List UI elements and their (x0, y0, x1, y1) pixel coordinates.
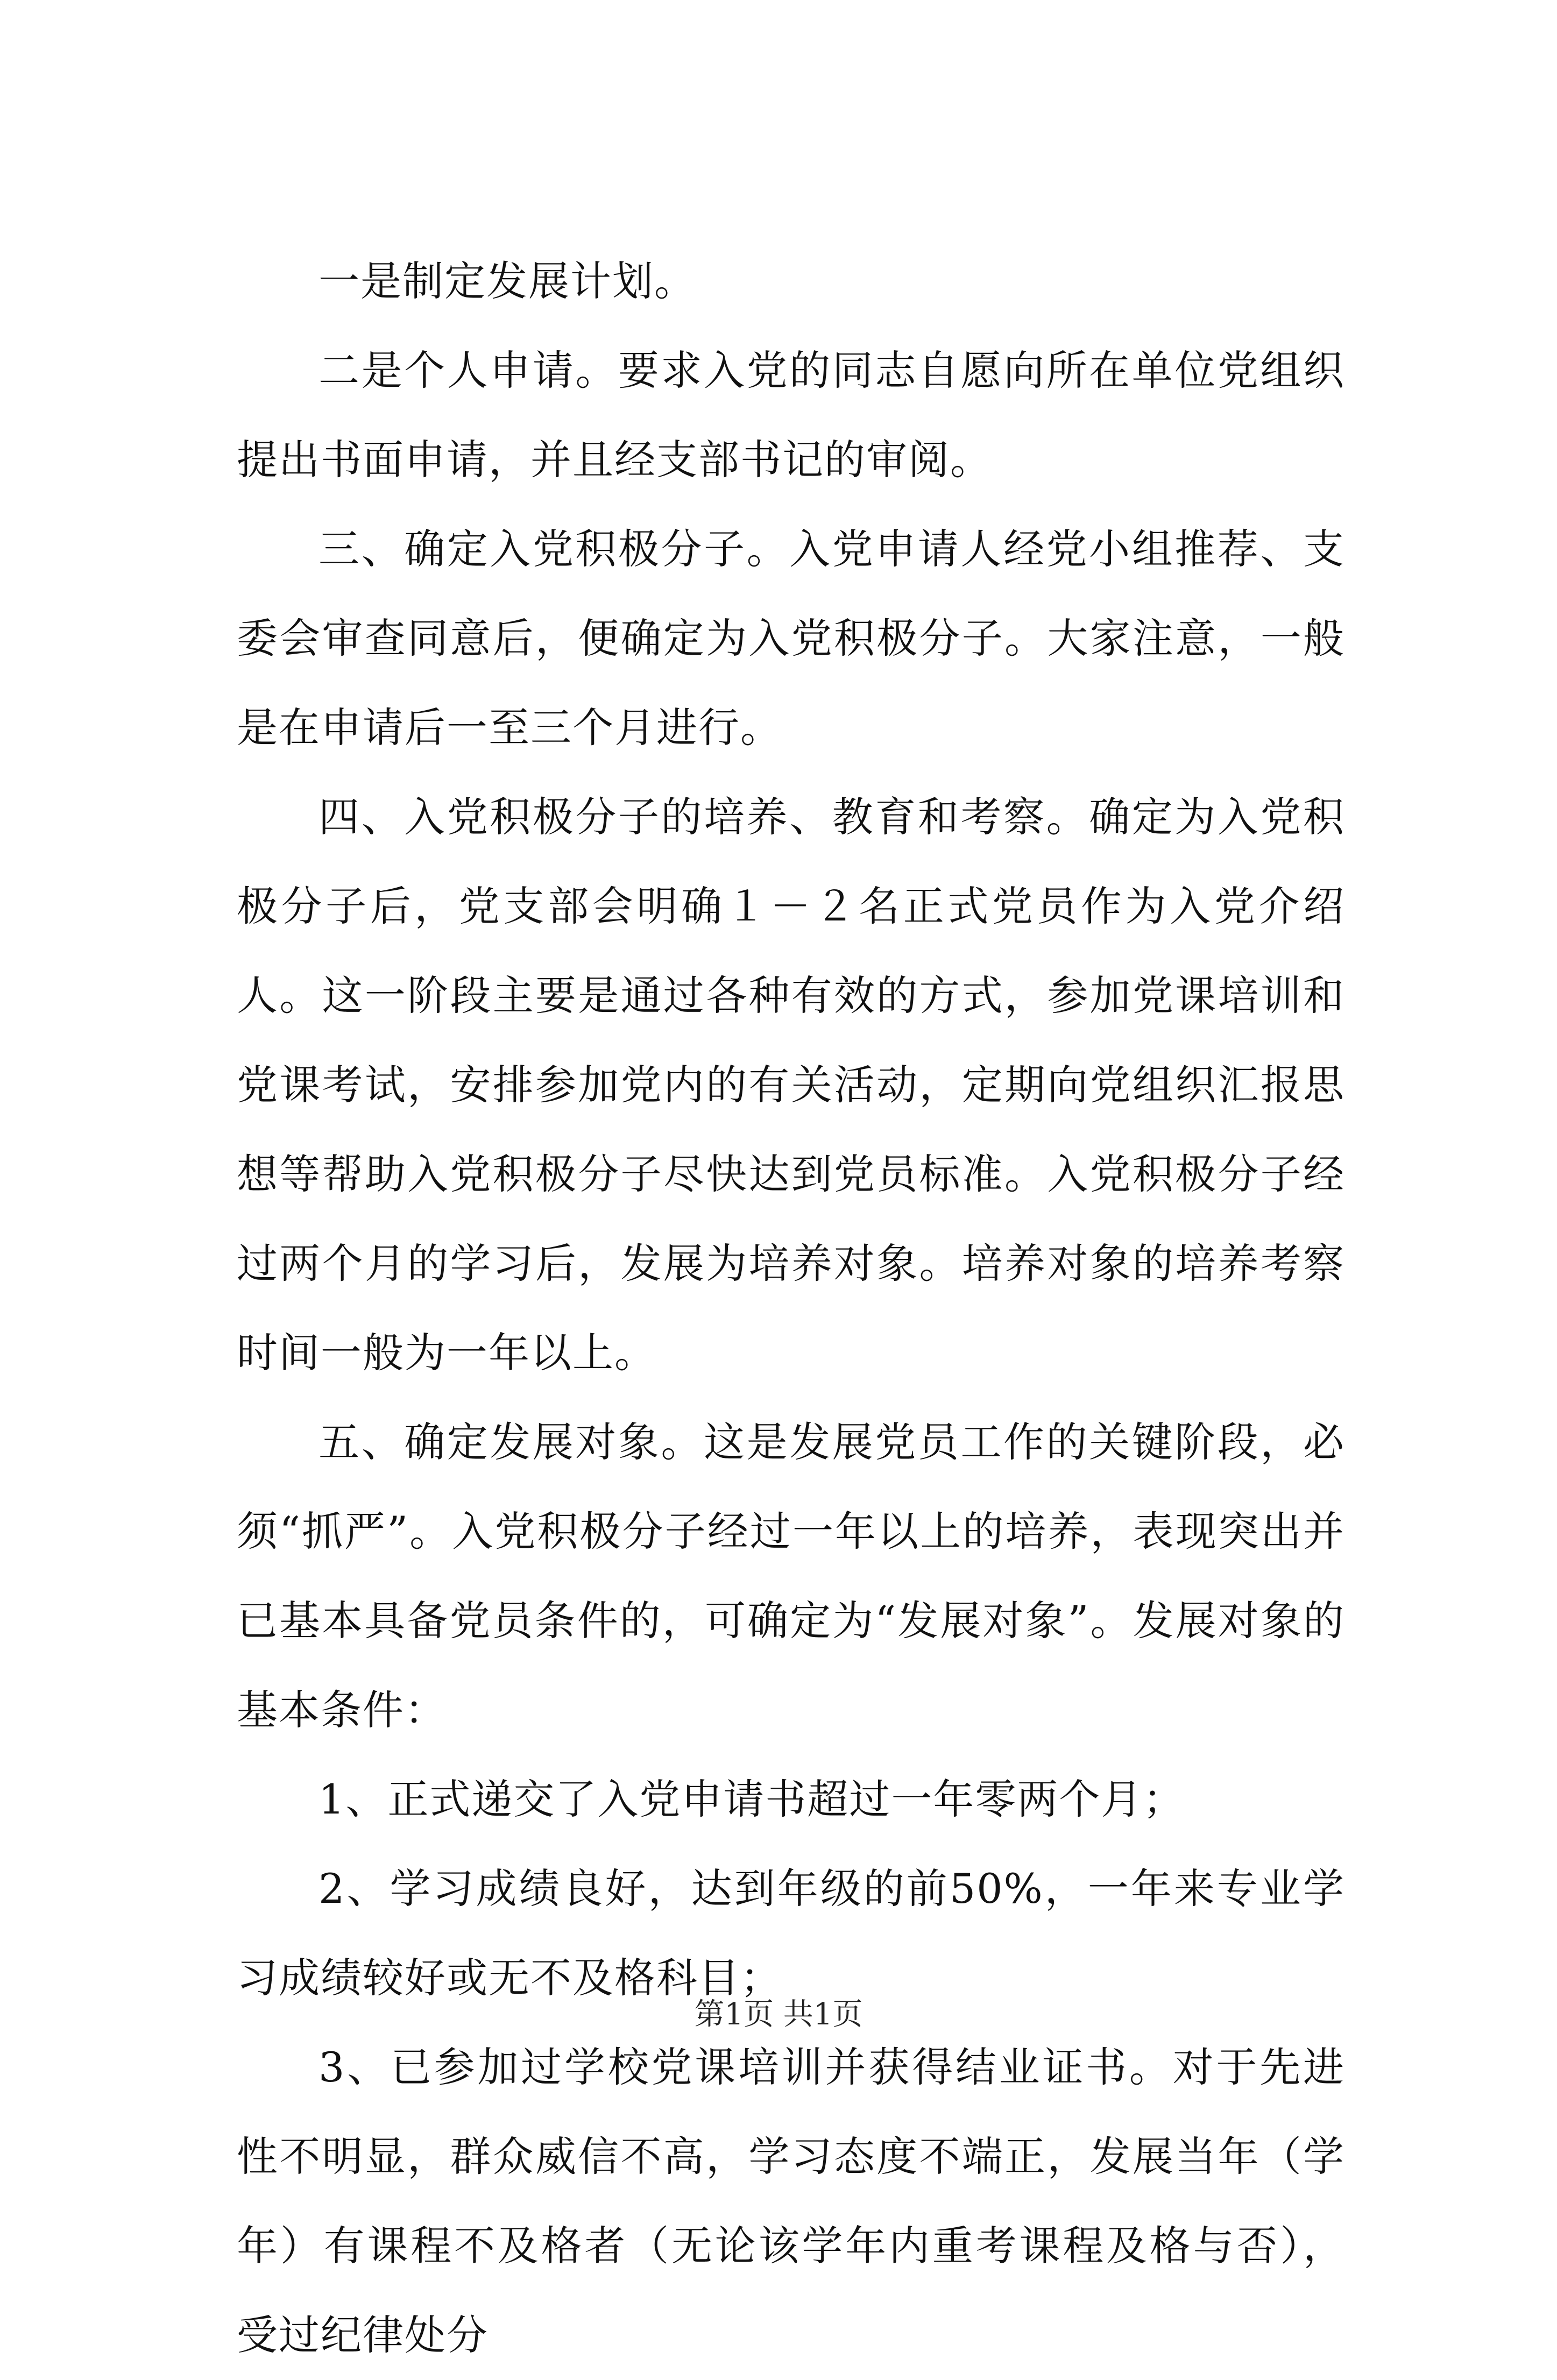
document-body (237, 237, 1345, 2380)
paragraph-7: 2、学习成绩良好，达到年级的前50%，一年来专业学习成绩较好或无不及格科目； (237, 1865, 1345, 2002)
paragraph-8: 3、已参加过学校党课培训并获得结业证书。对于先进性不明显，群众威信不高，学习态度不端正，发展当年（学年）有课程不及格者（无论该学年内重考课程及格与否），受过纪律处分 (237, 2043, 1345, 2359)
paragraph-5: 五、确定发展对象。这是发展党员工作的关键阶段，必须“抓严”。入党积极分子经过一年以上的培养，表现突出并已基本具备党员条件的，可确定为“发展对象”。发展对象的基本条件： (237, 1418, 1345, 1734)
paragraph-3: 三、确定入党积极分子。入党申请人经党小组推荐、支委会审查同意后，便确定为入党积极分子。大家注意，一般是在申请后一至三个月进行。 (237, 525, 1345, 752)
page-footer: 第1页 共1页 (694, 1997, 863, 2032)
paragraph-4: 四、入党积极分子的培养、教育和考察。确定为入党积极分子后，党支部会明确１－２名正式党员作为入党介绍人。这一阶段主要是通过各种有效的方式，参加党课培训和党课考试，安排参加党内的有关活动，定期向党组织汇报思想等帮助入党积极分子尽快达到党员标准。入党积极分子经过两个月的学习后，发展为培养对象。培养对象的培养考察时间一般为一年以上。 (237, 793, 1345, 1377)
paragraph-6: 1、正式递交了入党申请书超过一年零两个月； (319, 1775, 1185, 1823)
paragraph-1: 一是制定发展计划。 (319, 257, 696, 305)
paragraph-2: 二是个人申请。要求入党的同志自愿向所在单位党组织提出书面申请，并且经支部书记的审阅。 (237, 346, 1345, 484)
